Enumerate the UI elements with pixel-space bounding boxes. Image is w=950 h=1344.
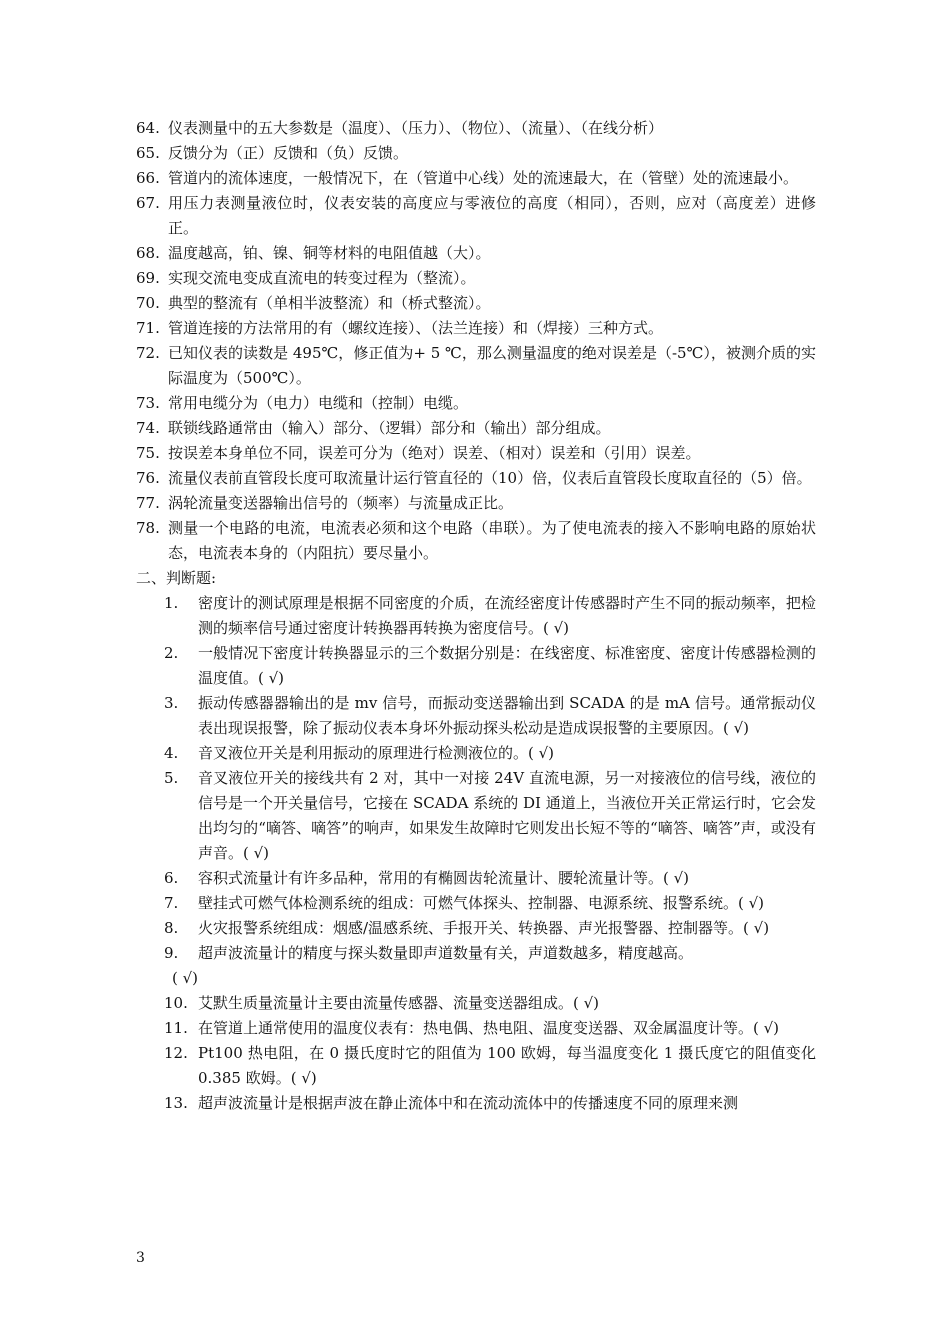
list-item (136, 316, 816, 341)
item-number: 5. (164, 769, 179, 787)
item-number: 73. (136, 394, 160, 412)
item-number: 2. (164, 644, 179, 662)
list-item (164, 766, 816, 866)
list-item (136, 116, 816, 141)
item-text: Pt100 热电阻，在 0 摄氏度时它的阻值为 100 欧姆，每当温度变化 1 摄氏度它的阻值变化 0.385 欧姆。( √) (198, 1044, 816, 1087)
item-number: 10. (164, 994, 188, 1012)
item-text: 实现交流电变成直流电的转变过程为（整流）。 (168, 269, 476, 287)
item-text: 流量仪表前直管段长度可取流量计运行管直径的（10）倍，仪表后直管段长度取直径的（5）倍。 (168, 469, 812, 487)
item-number: 64. (136, 119, 160, 137)
item-number: 3. (164, 694, 179, 712)
item-number: 11. (164, 1019, 188, 1037)
item-number: 65. (136, 144, 160, 162)
list-item (136, 391, 816, 416)
document-body (136, 116, 816, 1116)
item-number: 69. (136, 269, 160, 287)
item-number: 6. (164, 869, 179, 887)
item-text: 管道内的流体速度，一般情况下，在（管道中心线）处的流速最大，在（管壁）处的流速最小。 (168, 169, 799, 187)
list-item (136, 466, 816, 491)
fill-in-list (136, 116, 816, 566)
list-item (164, 1041, 816, 1091)
list-item (164, 941, 816, 966)
list-item (164, 591, 816, 641)
item-text: 常用电缆分为（电力）电缆和（控制）电缆。 (168, 394, 469, 412)
item-text: 艾默生质量流量计主要由流量传感器、流量变送器组成。( √) (198, 994, 600, 1012)
list-item (136, 241, 816, 266)
list-item (164, 1091, 816, 1116)
item-number: 77. (136, 494, 160, 512)
list-item (136, 266, 816, 291)
item-text: 火灾报警系统组成：烟感/温感系统、手报开关、转换器、声光报警器、控制器等。( √) (198, 919, 770, 937)
item-text: 密度计的测试原理是根据不同密度的介质，在流经密度计传感器时产生不同的振动频率，把检测的频率信号通过密度计转换器再转换为密度信号。( √) (198, 594, 816, 637)
list-item (164, 641, 816, 691)
list-item (136, 191, 816, 241)
item-text: 一般情况下密度计转换器显示的三个数据分别是：在线密度、标准密度、密度计传感器检测的温度值。( √) (198, 644, 816, 687)
item-text: 已知仪表的读数是 495℃，修正值为+ 5 ℃，那么测量温度的绝对误差是（-5℃），被测介质的实际温度为（500℃）。 (168, 344, 816, 387)
section-heading: 二、判断题: (136, 569, 217, 587)
item-number: 68. (136, 244, 160, 262)
true-false-list (136, 591, 816, 1116)
item-number: 74. (136, 419, 160, 437)
item-number: 9. (164, 944, 179, 962)
item-text: 仪表测量中的五大参数是（温度）、（压力）、（物位）、（流量）、（在线分析） (168, 119, 664, 137)
item-number: 71. (136, 319, 160, 337)
item-number: 8. (164, 919, 179, 937)
list-item (136, 441, 816, 466)
item-text: 典型的整流有（单相半波整流）和（桥式整流）。 (168, 294, 491, 312)
item-text: 按误差本身单位不同，误差可分为（绝对）误差、（相对）误差和（引用）误差。 (168, 444, 701, 462)
item-number (136, 966, 172, 991)
item-text: 在管道上通常使用的温度仪表有：热电偶、热电阻、温度变送器、双金属温度计等。( √) (198, 1019, 780, 1037)
item-number: 4. (164, 744, 179, 762)
item-text: ( √) (172, 969, 199, 987)
page-number: 3 (136, 1250, 145, 1266)
item-text: 测量一个电路的电流，电流表必须和这个电路（串联）。为了使电流表的接入不影响电路的原始状态，电流表本身的（内阻抗）要尽量小。 (168, 519, 816, 562)
item-text: 联锁线路通常由（输入）部分、（逻辑）部分和（输出）部分组成。 (168, 419, 611, 437)
item-number: 78. (136, 519, 160, 537)
item-text: 音叉液位开关是利用振动的原理进行检测液位的。( √) (198, 744, 555, 762)
item-text: 壁挂式可燃气体检测系统的组成：可燃气体探头、控制器、电源系统、报警系统。( √) (198, 894, 765, 912)
item-text: 反馈分为（正）反馈和（负）反馈。 (168, 144, 409, 162)
item-text: 管道连接的方法常用的有（螺纹连接）、（法兰连接）和（焊接）三种方式。 (168, 319, 664, 337)
list-item (164, 891, 816, 916)
item-number: 70. (136, 294, 160, 312)
item-number: 67. (136, 194, 160, 212)
item-number: 66. (136, 169, 160, 187)
list-item-continuation (136, 966, 816, 991)
list-item (164, 1016, 816, 1041)
item-number: 7. (164, 894, 179, 912)
list-item (136, 141, 816, 166)
item-text: 温度越高，铂、镍、铜等材料的电阻值越（大）。 (168, 244, 491, 262)
list-item (136, 166, 816, 191)
item-number: 13. (164, 1094, 188, 1112)
list-item (164, 691, 816, 741)
list-item (136, 516, 816, 566)
list-item (164, 741, 816, 766)
item-number: 76. (136, 469, 160, 487)
item-text: 超声波流量计的精度与探头数量即声道数量有关，声道数越多，精度越高。 (198, 944, 694, 962)
list-item (136, 291, 816, 316)
item-text: 容积式流量计有许多品种，常用的有椭圆齿轮流量计、腰轮流量计等。( √) (198, 869, 690, 887)
item-text: 用压力表测量液位时，仪表安装的高度应与零液位的高度（相同），否则，应对（高度差）进修正。 (168, 194, 816, 237)
list-item (136, 416, 816, 441)
list-item (164, 991, 816, 1016)
item-text: 音叉液位开关的接线共有 2 对，其中一对接 24V 直流电源，另一对接液位的信号线，液位的信号是一个开关量信号，它接在 SCADA 系统的 DI 通道上，当液位开关正常运行时，它会发出均匀的“嘀答、嘀答”的响声，如果发生故障时它则发出长短不等的“嘀答、嘀答”声，或没有声音。( √) (198, 769, 816, 862)
item-text: 振动传感器器输出的是 mv 信号，而振动变送器输出到 SCADA 的是 mA 信号。通常振动仪表出现误报警，除了振动仪表本身坏外振动探头松动是造成误报警的主要原因。( √) (198, 694, 816, 737)
item-text: 超声波流量计是根据声波在静止流体中和在流动流体中的传播速度不同的原理来测 (198, 1094, 739, 1112)
item-number: 1. (164, 594, 179, 612)
item-number: 75. (136, 444, 160, 462)
item-text: 涡轮流量变送器输出信号的（频率）与流量成正比。 (168, 494, 514, 512)
list-item (136, 341, 816, 391)
item-number: 12. (164, 1044, 188, 1062)
list-item (164, 916, 816, 941)
list-item (164, 866, 816, 891)
item-number: 72. (136, 344, 160, 362)
list-item (136, 491, 816, 516)
